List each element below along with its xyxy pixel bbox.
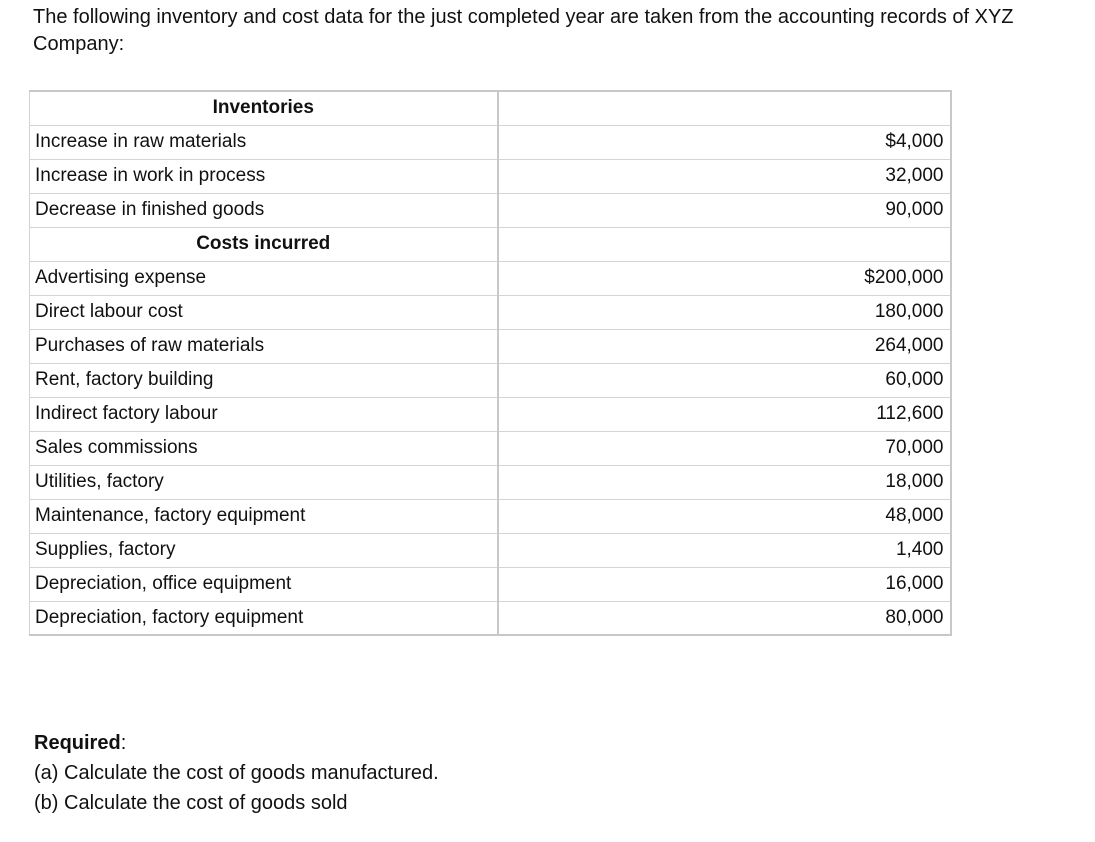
table-row (30, 601, 951, 635)
table-row (30, 159, 951, 193)
table-row (30, 397, 951, 431)
row-value: 90,000 (498, 193, 951, 227)
table-row (30, 261, 951, 295)
table-row (30, 227, 951, 261)
row-value: 264,000 (498, 329, 951, 363)
table-row (30, 91, 951, 125)
row-value: 180,000 (498, 295, 951, 329)
row-value: $4,000 (498, 125, 951, 159)
row-label: Sales commissions (30, 431, 498, 465)
table-row (30, 363, 951, 397)
row-value: 48,000 (498, 499, 951, 533)
row-label: Decrease in finished goods (30, 193, 498, 227)
row-value: 18,000 (498, 465, 951, 499)
row-label: Indirect factory labour (30, 397, 498, 431)
row-label: Direct labour cost (30, 295, 498, 329)
table-row (30, 295, 951, 329)
row-label: Purchases of raw materials (30, 329, 498, 363)
row-label: Maintenance, factory equipment (30, 499, 498, 533)
table-row (30, 465, 951, 499)
table-body (30, 91, 951, 635)
table-row (30, 499, 951, 533)
row-value: 60,000 (498, 363, 951, 397)
section-header-costs-incurred: Costs incurred (30, 227, 498, 261)
table-row (30, 193, 951, 227)
required-section (34, 728, 439, 818)
table-row (30, 567, 951, 601)
table-row (30, 533, 951, 567)
inventory-cost-table (29, 90, 952, 636)
intro-text: The following inventory and cost data for the just completed year are taken from the accounting records of XYZ Company: (33, 6, 1014, 55)
row-label: Rent, factory building (30, 363, 498, 397)
required-colon: : (120, 732, 127, 754)
section-header-inventories: Inventories (30, 91, 498, 125)
row-value (498, 227, 951, 261)
row-value: 16,000 (498, 567, 951, 601)
row-label: Increase in work in process (30, 159, 498, 193)
row-value (498, 91, 951, 125)
row-label: Increase in raw materials (30, 125, 498, 159)
required-item-b: (b) Calculate the cost of goods sold (34, 792, 348, 814)
row-label: Utilities, factory (30, 465, 498, 499)
row-label: Depreciation, factory equipment (30, 601, 498, 635)
table-row (30, 329, 951, 363)
required-heading: Required (34, 732, 121, 754)
row-value: $200,000 (498, 261, 951, 295)
row-value: 70,000 (498, 431, 951, 465)
row-label: Depreciation, office equipment (30, 567, 498, 601)
required-item-a: (a) Calculate the cost of goods manufactured. (34, 762, 439, 784)
row-value: 1,400 (498, 533, 951, 567)
required-heading-line (34, 728, 439, 758)
row-label: Advertising expense (30, 261, 498, 295)
row-value: 112,600 (498, 397, 951, 431)
table-row (30, 125, 951, 159)
row-value: 32,000 (498, 159, 951, 193)
row-label: Supplies, factory (30, 533, 498, 567)
table-row (30, 431, 951, 465)
row-value: 80,000 (498, 601, 951, 635)
